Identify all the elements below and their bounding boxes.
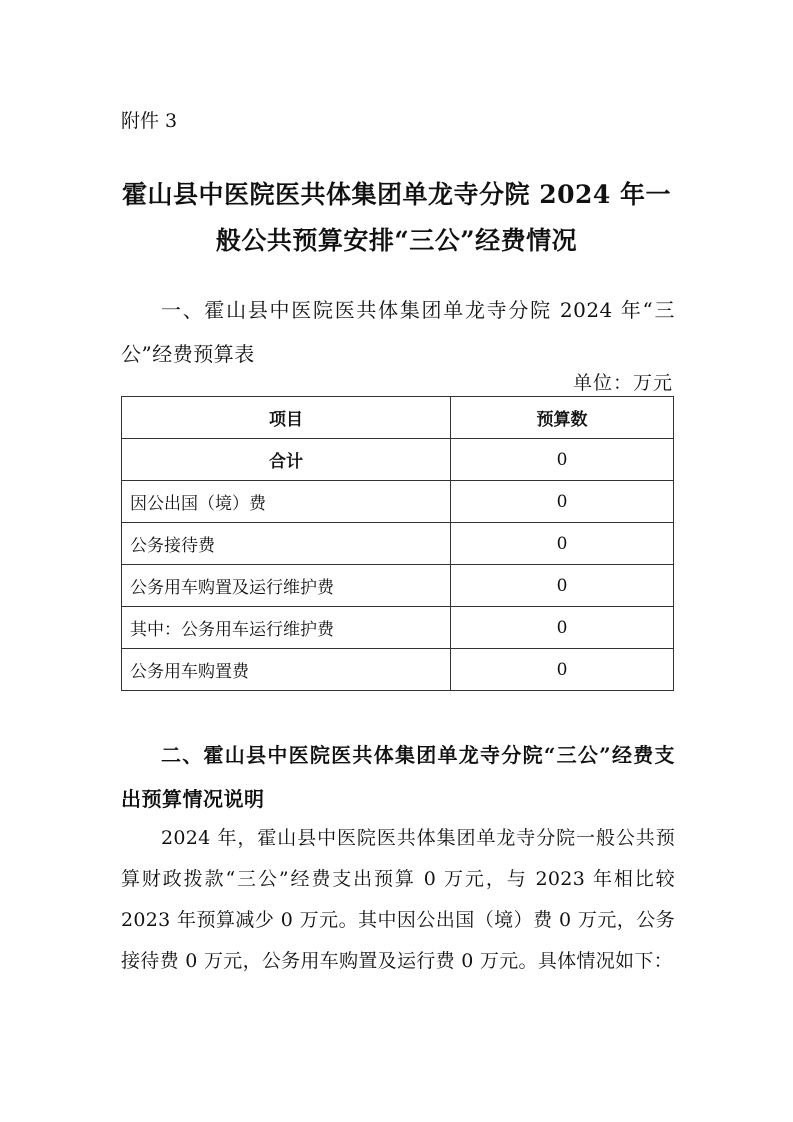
section2-heading: 二、霍山县中医院医共体集团单龙寺分院“三公”经费支出预算情况说明 (121, 743, 675, 811)
header-budget: 预算数 (451, 397, 674, 439)
row-label: 因公出国（境）费 (122, 481, 451, 523)
attachment-label: 附件 3 (121, 110, 178, 132)
row-label: 公务用车购置费 (122, 649, 451, 691)
section1-heading: 一、霍山县中医院医共体集团单龙寺分院 2024 年“三公”经费预算表 (121, 298, 675, 366)
table-row (122, 565, 674, 607)
table-total-row (122, 439, 674, 481)
table-row (122, 649, 674, 691)
table-header-row (122, 397, 674, 439)
row-value: 0 (451, 481, 674, 523)
row-label: 其中：公务用车运行维护费 (122, 607, 451, 649)
row-value: 0 (451, 607, 674, 649)
unit-label: 单位：万元 (572, 372, 673, 394)
row-label: 公务接待费 (122, 523, 451, 565)
section2-body: 2024 年，霍山县中医院医共体集团单龙寺分院一般公共预算财政拨款“三公”经费支出预算 0 万元，与 2023 年相比较 2023 年预算减少 0 万元。其中因公出国（境）费 0 万元，公务接待费 0 万元，公务用车购置及运行费 0 万元。具体情况如下： (121, 827, 675, 972)
budget-table (121, 396, 674, 691)
row-value: 0 (451, 565, 674, 607)
row-label: 公务用车购置及运行维护费 (122, 565, 451, 607)
total-value: 0 (451, 439, 674, 481)
row-value: 0 (451, 523, 674, 565)
table-row (122, 481, 674, 523)
document-title: 霍山县中医院医共体集团单龙寺分院 2024 年一般公共预算安排“三公”经费情况 (122, 180, 671, 255)
total-label: 合计 (122, 439, 451, 481)
table-row (122, 523, 674, 565)
header-item: 项目 (122, 397, 451, 439)
table-row (122, 607, 674, 649)
row-value: 0 (451, 649, 674, 691)
